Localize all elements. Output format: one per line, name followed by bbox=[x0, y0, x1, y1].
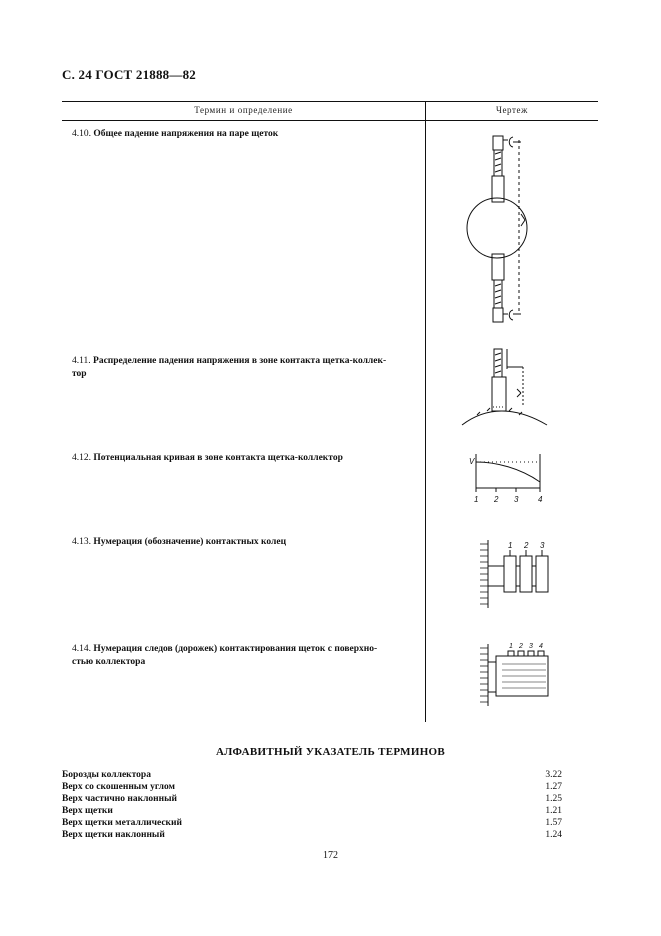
term-number: 4.12. bbox=[72, 453, 91, 463]
column-header-term: Термин и определение bbox=[194, 105, 293, 115]
table-column-divider bbox=[425, 101, 426, 722]
tick-label: 2 bbox=[494, 495, 499, 504]
term-name: Распределение падения напряжения в зоне контакта щетка-коллек- bbox=[93, 356, 387, 366]
term-name-continuation: тор bbox=[72, 369, 87, 379]
tick-label: 1 bbox=[474, 495, 479, 504]
index-term: Верх щетки металлический bbox=[62, 818, 182, 828]
page-header-title: С. 24 ГОСТ 21888—82 bbox=[62, 67, 196, 82]
ring-label: 1 bbox=[508, 541, 513, 550]
ring-label: 3 bbox=[540, 541, 545, 550]
term-name: Нумерация (обозначение) контактных колец bbox=[93, 537, 287, 547]
term-name: Потенциальная кривая в зоне контакта щетка-коллектор bbox=[93, 453, 343, 463]
drawing-brush-contact-zone bbox=[457, 345, 557, 435]
index-ref: 1.27 bbox=[545, 782, 562, 792]
index-term: Верх частично наклонный bbox=[62, 794, 177, 804]
table-header-rule bbox=[62, 120, 598, 121]
term-name-continuation: стью коллектора bbox=[72, 657, 146, 667]
index-entry bbox=[62, 793, 562, 805]
index-term: Борозды коллектора bbox=[62, 770, 151, 780]
index-ref: 1.21 bbox=[545, 806, 562, 816]
track-label: 4 bbox=[539, 643, 543, 650]
index-title: АЛФАВИТНЫЙ УКАЗАТЕЛЬ ТЕРМИНОВ bbox=[215, 746, 446, 758]
track-label: 2 bbox=[519, 643, 523, 650]
index-entry bbox=[62, 781, 562, 793]
drawing-potential-curve bbox=[462, 448, 552, 508]
table-row bbox=[72, 536, 420, 549]
term-number: 4.14. bbox=[72, 644, 91, 654]
drawing-slip-rings bbox=[460, 532, 560, 612]
term-name: Нумерация следов (дорожек) контактирования щеток с поверхно- bbox=[93, 644, 378, 654]
table-row bbox=[72, 128, 420, 141]
index-entry bbox=[62, 769, 562, 781]
index-entry bbox=[62, 817, 562, 829]
potential-v-label: V bbox=[469, 457, 475, 466]
index-ref: 3.22 bbox=[545, 770, 562, 780]
index-ref: 1.25 bbox=[545, 794, 562, 804]
drawing-brush-pair-voltage bbox=[455, 128, 555, 328]
tick-label: 4 bbox=[538, 495, 543, 504]
track-label: 1 bbox=[509, 643, 513, 650]
term-name: Общее падение напряжения на паре щеток bbox=[93, 129, 279, 139]
page-number: 172 bbox=[323, 850, 338, 861]
table-row bbox=[72, 355, 420, 381]
column-header-drawing: Чертеж bbox=[496, 105, 528, 115]
term-number: 4.13. bbox=[72, 537, 91, 547]
ring-label: 2 bbox=[524, 541, 529, 550]
index-term: Верх со скошенным углом bbox=[62, 782, 176, 792]
index-entry bbox=[62, 829, 562, 841]
index-ref: 1.24 bbox=[545, 830, 562, 840]
term-number: 4.11. bbox=[72, 356, 91, 366]
index-term: Верх щетки bbox=[62, 806, 113, 816]
tick-label: 3 bbox=[514, 495, 519, 504]
index-term: Верх щетки наклонный bbox=[62, 830, 165, 840]
table-row bbox=[72, 452, 420, 465]
drawing-commutator-tracks bbox=[462, 636, 562, 711]
table-top-rule bbox=[62, 101, 598, 102]
term-number: 4.10. bbox=[72, 129, 91, 139]
index-entry bbox=[62, 805, 562, 817]
track-label: 3 bbox=[529, 643, 533, 650]
table-row bbox=[72, 643, 420, 669]
index-ref: 1.57 bbox=[545, 818, 562, 828]
